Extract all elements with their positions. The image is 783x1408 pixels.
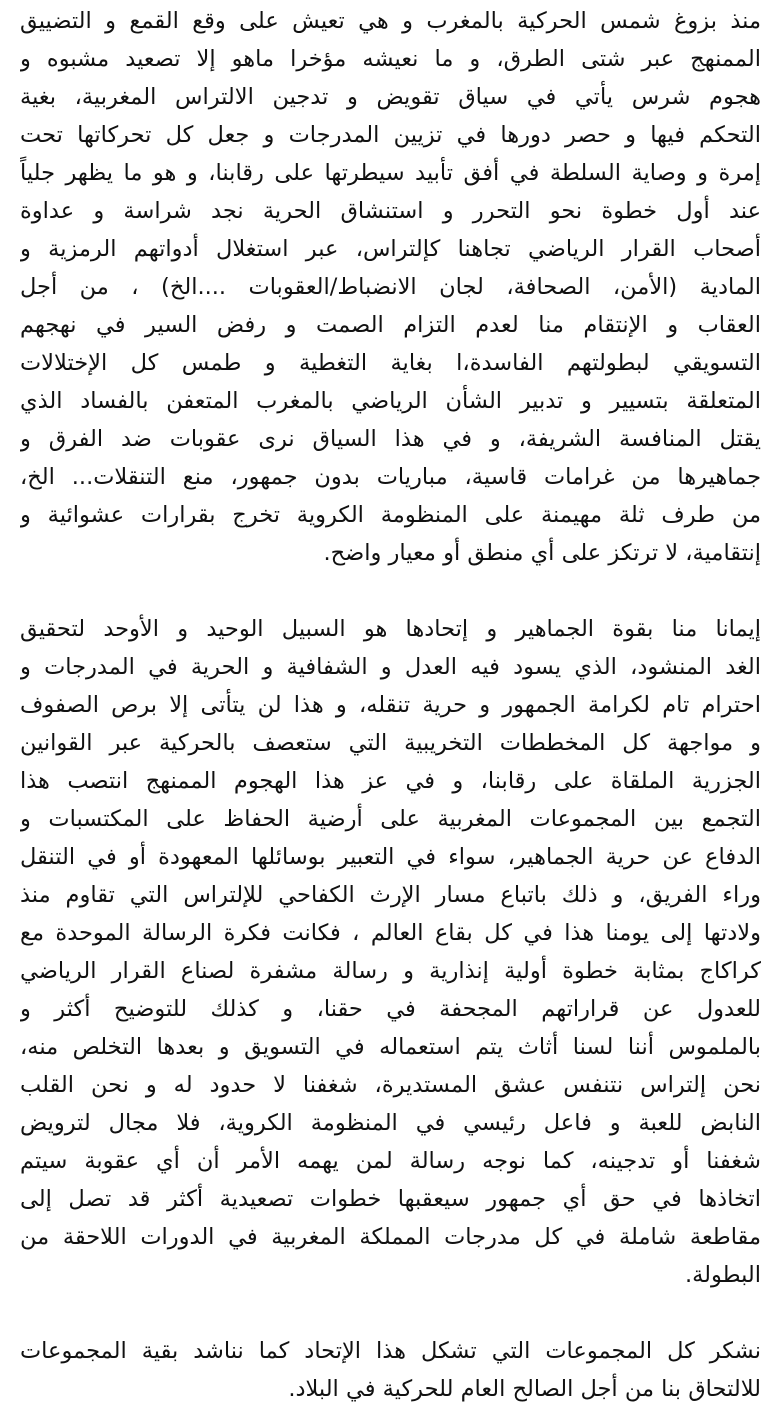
text-line: إيمانا منا بقوة الجماهير و إتحادها هو السبيل الوحيد و الأوحد لتحقيق <box>20 616 761 642</box>
text-line: مقاطعة شاملة في كل مدرجات المملكة المغربية في الدورات اللاحقة من <box>20 1224 761 1250</box>
text-line: الدفاع عن حرية الجماهير، سواء في التعبير بوسائلها المعهودة أو في التنقل <box>20 844 761 870</box>
text-line: أصحاب القرار الرياضي تجاهنا كإلتراس، عبر استغلال أدواتهم الرمزية و <box>20 236 761 262</box>
text-line: الجزرية الملقاة على رقابنا، و في عز هذا الهجوم الممنهج انتصب هذا <box>20 768 761 794</box>
paragraph-2 <box>20 610 761 1294</box>
text-line: وراء الفريق، و ذلك باتباع مسار الإرث الكفاحي للإلتراس التي تقاوم منذ <box>20 882 761 908</box>
paragraph-gap <box>20 1294 761 1332</box>
text-line: هجوم شرس يأتي في سياق تقويض و تدجين الالتراس المغربية، بغية <box>20 84 761 110</box>
text-line: إنتقامية، لا ترتكز على أي منطق أو معيار واضح. <box>323 540 761 566</box>
text-line: عند أول خطوة نحو التحرر و استنشاق الحرية نجد شراسة و عداوة <box>20 198 761 224</box>
text-line: التسويقي لبطولتهم الفاسدة،ا بغاية التغطية و طمس كل الإختلالات <box>20 350 761 376</box>
text-line: كراكاج بمثابة خطوة أولية إنذارية و رسالة مشفرة لصناع القرار الرياضي <box>20 958 761 984</box>
text-line: منذ بزوغ شمس الحركية بالمغرب و هي تعيش على وقع القمع و التضييق <box>20 8 761 34</box>
text-line: المتعلقة بتسيير و تدبير الشأن الرياضي بالمغرب المتعفن بالفساد الذي <box>20 388 761 414</box>
text-line: يقتل المنافسة الشريفة، و في هذا السياق نرى عقوبات ضد الفرق و <box>20 426 761 452</box>
text-line: النابض للعبة و فاعل رئيسي في المنظومة الكروية، فلا مجال لترويض <box>20 1110 761 1136</box>
text-line: الممنهج عبر شتى الطرق، و ما نعيشه مؤخرا ماهو إلا تصعيد مشبوه و <box>20 46 761 72</box>
text-line: اتخاذها في حق أي جمهور سيعقبها خطوات تصعيدية أكثر قد تصل إلى <box>20 1186 761 1212</box>
text-line: إمرة و وصاية السلطة في أفق تأبيد سيطرتها على رقابنا، و هو ما يظهر جلياً <box>20 160 761 186</box>
text-line: بالملموس أننا لسنا أثاث يتم استعماله في التسويق و بعدها التخلص منه، <box>20 1034 761 1060</box>
paragraph-gap <box>20 572 761 610</box>
text-line: للالتحاق بنا من أجل الصالح العام للحركية في البلاد. <box>288 1376 761 1402</box>
text-line: و مواجهة كل المخططات التخريبية التي ستعصف بالحركية عبر القوانين <box>20 730 761 756</box>
text-line: نشكر كل المجموعات التي تشكل هذا الإتحاد كما نناشد بقية المجموعات <box>20 1338 761 1364</box>
text-line: ولادتها إلى يومنا هذا في كل بقاع العالم ، فكانت فكرة الرسالة الموحدة مع <box>20 920 761 946</box>
text-line: التجمع بين المجموعات المغربية على أرضية الحفاظ على المكتسبات و <box>20 806 761 832</box>
text-line: المادية (الأمن، الصحافة، لجان الانضباط/العقوبات ....الخ) ، من أجل <box>20 274 761 300</box>
paragraph-3 <box>20 1332 761 1408</box>
text-line: الغد المنشود، الذي يسود فيه العدل و الشفافية و الحرية في المدرجات و <box>20 654 761 680</box>
text-line: نحن إلتراس نتنفس عشق المستديرة، شغفنا لا حدود له و نحن القلب <box>20 1072 761 1098</box>
text-line: احترام تام لكرامة الجمهور و حرية تنقله، و هذا لن يتأتى إلا برص الصفوف <box>20 692 761 718</box>
text-line: للعدول عن قراراتهم المجحفة في حقنا، و كذلك للتوضيح أكثر و <box>20 996 761 1022</box>
text-line: العقاب و الإنتقام منا لعدم التزام الصمت و رفض السير في نهجهم <box>20 312 761 338</box>
text-line: التحكم فيها و حصر دورها في تزيين المدرجات و جعل كل تحركاتها تحت <box>20 122 761 148</box>
text-line: البطولة. <box>684 1262 761 1288</box>
text-line: شغفنا أو تدجينه، كما نوجه رسالة لمن يهمه الأمر أن أي عقوبة سيتم <box>20 1148 761 1174</box>
text-line: جماهيرها من غرامات قاسية، مباريات بدون جمهور، منع التنقلات... الخ، <box>20 464 761 490</box>
text-line: من طرف ثلة مهيمنة على المنظومة الكروية تخرج بقرارات عشوائية و <box>20 502 761 528</box>
paragraph-1 <box>20 2 761 572</box>
